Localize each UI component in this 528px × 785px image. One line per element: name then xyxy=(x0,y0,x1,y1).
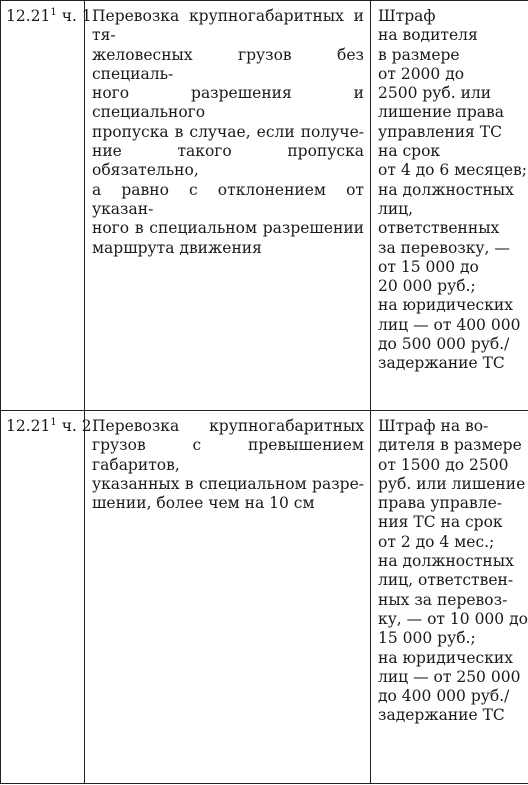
penalty-line: на срок xyxy=(378,142,441,161)
penalty-line: на должностных xyxy=(378,552,514,571)
penalty-line: задержание ТС xyxy=(378,706,505,725)
penalty-line: лиц — от 250 000 xyxy=(378,667,521,686)
offense-description xyxy=(85,1,370,258)
description-cell xyxy=(85,1,371,411)
penalty-line: 20 000 руб.; xyxy=(378,277,476,296)
penalty-line: от 2 до 4 мес.; xyxy=(378,532,495,551)
description-line: ного разрешения и специального xyxy=(92,84,364,122)
penalty-line: лиц — от 400 000 xyxy=(378,315,521,334)
article-ref xyxy=(1,1,92,26)
penalty-line: Штраф xyxy=(378,7,436,25)
article-cell xyxy=(1,1,92,411)
penalty-line: управления ТС xyxy=(378,122,502,141)
description-line: ние такого пропуска обязательно, xyxy=(92,142,364,180)
penalty-line: от 15 000 до xyxy=(378,257,479,276)
penalty-line: от 1500 до 2500 xyxy=(378,455,509,474)
penalty-line: ку, — от 10 000 до xyxy=(378,609,528,628)
penalty-text xyxy=(371,1,528,374)
article-superscript: 1 xyxy=(50,417,57,428)
table-row xyxy=(1,1,528,411)
penalty-line: 15 000 руб.; xyxy=(378,629,476,648)
penalty-line: от 2000 до xyxy=(378,64,465,83)
article-number: 12.21 xyxy=(6,7,51,25)
article-superscript: 1 xyxy=(50,7,57,18)
description-line: желовесных грузов без специаль- xyxy=(92,45,364,83)
penalty-text xyxy=(371,411,528,726)
article-part: ч. 1 xyxy=(61,7,92,25)
penalty-line: права управле- xyxy=(378,494,502,513)
penalty-line: ния ТС на срок xyxy=(378,513,503,532)
penalty-line: задержание ТС xyxy=(378,354,505,373)
penalty-line: Штраф на во- xyxy=(378,417,489,435)
offense-description xyxy=(85,411,370,513)
penalty-line: от 4 до 6 месяцев; xyxy=(378,161,527,180)
penalty-cell xyxy=(371,1,528,411)
description-line: Перевозка крупногабаритных xyxy=(92,417,364,435)
article-part: ч. 2 xyxy=(61,417,92,435)
description-line: ного в специальном разрешении xyxy=(92,219,364,238)
article-number: 12.21 xyxy=(6,417,51,435)
description-line: маршрута движения xyxy=(92,238,262,257)
penalty-line: руб. или лишение xyxy=(378,474,526,493)
penalty-line: за перевозку, — xyxy=(378,238,510,257)
description-cell xyxy=(85,411,371,784)
penalty-line: до 500 000 руб./ xyxy=(378,335,510,354)
description-line: а равно с отклонением от указан- xyxy=(92,180,364,218)
description-line: шении, более чем на 10 см xyxy=(92,494,315,513)
penalty-line: лиц, ответствен- xyxy=(378,571,514,590)
penalty-line: в размере xyxy=(378,45,460,64)
penalty-line: на должностных xyxy=(378,180,514,199)
table-row xyxy=(1,411,528,784)
penalty-line: ответственных xyxy=(378,219,500,238)
penalty-cell xyxy=(371,411,528,784)
penalty-line: лишение права xyxy=(378,103,504,122)
article-ref xyxy=(1,411,92,436)
description-line: грузов с превышением габаритов, xyxy=(92,436,364,474)
article-cell xyxy=(1,411,92,784)
description-line: пропуска в случае, если получе- xyxy=(92,122,364,141)
penalty-line: на водителя xyxy=(378,26,478,45)
penalty-line: 2500 руб. или xyxy=(378,84,492,103)
penalty-line: дителя в размере xyxy=(378,436,522,455)
penalty-line: до 400 000 руб./ xyxy=(378,687,510,706)
description-line: Перевозка крупногабаритных и тя- xyxy=(92,7,364,45)
description-line: указанных в специальном разре- xyxy=(92,474,364,493)
penalty-line: ных за перевоз- xyxy=(378,590,508,609)
penalty-line: на юридических xyxy=(378,296,513,315)
penalty-line: на юридических xyxy=(378,648,513,667)
penalty-line: лиц, xyxy=(378,199,414,218)
